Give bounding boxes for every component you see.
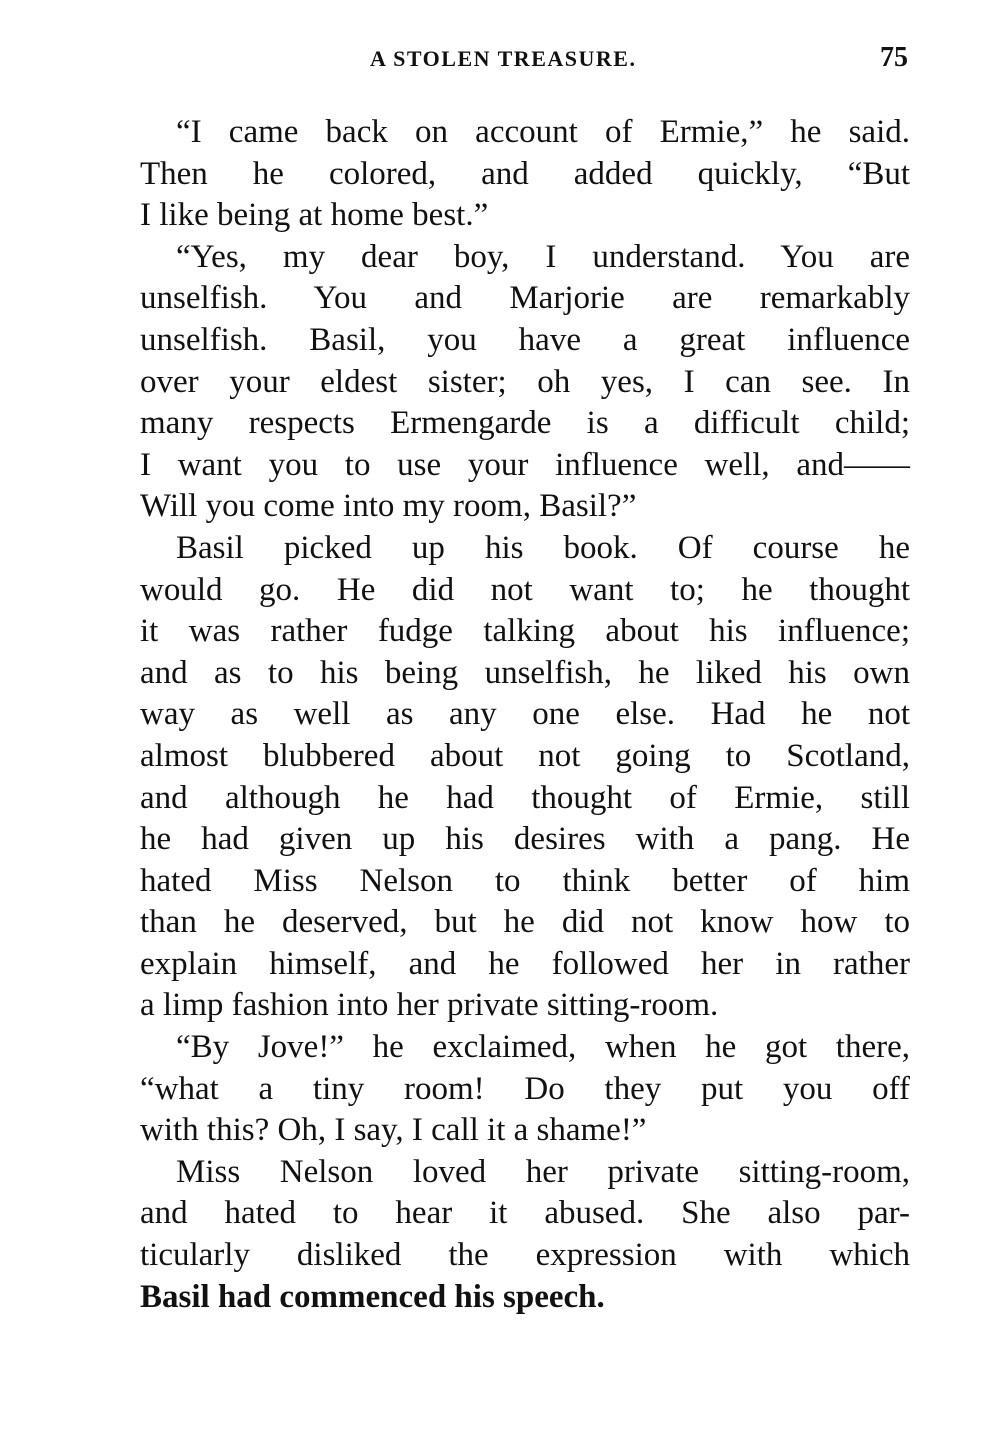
text-line: and although he had thought of Ermie, still	[140, 779, 910, 816]
text-line: unselfish. Basil, you have a great influence	[140, 321, 910, 358]
running-title: A STOLEN TREASURE.	[370, 46, 637, 71]
text-line: it was rather fudge talking about his influence;	[140, 613, 910, 650]
text-line: he had given up his desires with a pang. He	[140, 821, 910, 858]
text-line: many respects Ermengarde is a difficult child;	[140, 405, 910, 442]
text-line: I want you to use your influence well, and——	[140, 446, 910, 483]
text-line: ticularly disliked the expression with which	[140, 1237, 910, 1274]
text-line: “I came back on account of Ermie,” he said.	[176, 114, 910, 150]
text-line: a limp fashion into her private sitting-room.	[140, 987, 719, 1024]
body-text	[140, 112, 910, 1318]
text-line: with this? Oh, I say, I call it a shame!”	[140, 1112, 647, 1149]
text-line: way as well as any one else. Had he not	[140, 696, 910, 733]
text-line: almost blubbered about not going to Scotland,	[140, 737, 910, 774]
text-line: “what a tiny room! Do they put you off	[140, 1070, 910, 1107]
text-line: I like being at home best.”	[140, 197, 489, 234]
page-number: 75	[880, 42, 908, 73]
text-line: would go. He did not want to; he thought	[140, 571, 910, 608]
text-line: Basil picked up his book. Of course he	[176, 529, 910, 566]
text-line: than he deserved, but he did not know how to	[140, 904, 910, 941]
text-line: Basil had commenced his speech.	[140, 1278, 605, 1315]
text-line: over your eldest sister; oh yes, I can see. In	[140, 363, 910, 400]
text-line: explain himself, and he followed her in rather	[140, 945, 910, 982]
text-line: and as to his being unselfish, he liked his own	[140, 654, 910, 691]
text-line: Then he colored, and added quickly, “But	[140, 155, 910, 192]
text-line: Will you come into my room, Basil?”	[140, 488, 637, 525]
page-header	[140, 42, 910, 82]
text-line: hated Miss Nelson to think better of him	[140, 862, 910, 899]
text-line: Miss Nelson loved her private sitting-room,	[176, 1153, 910, 1190]
text-line: unselfish. You and Marjorie are remarkably	[140, 280, 910, 317]
text-line: “By Jove!” he exclaimed, when he got there,	[176, 1029, 910, 1066]
text-line: and hated to hear it abused. She also par-	[140, 1195, 910, 1232]
text-line: “Yes, my dear boy, I understand. You are	[176, 238, 910, 275]
